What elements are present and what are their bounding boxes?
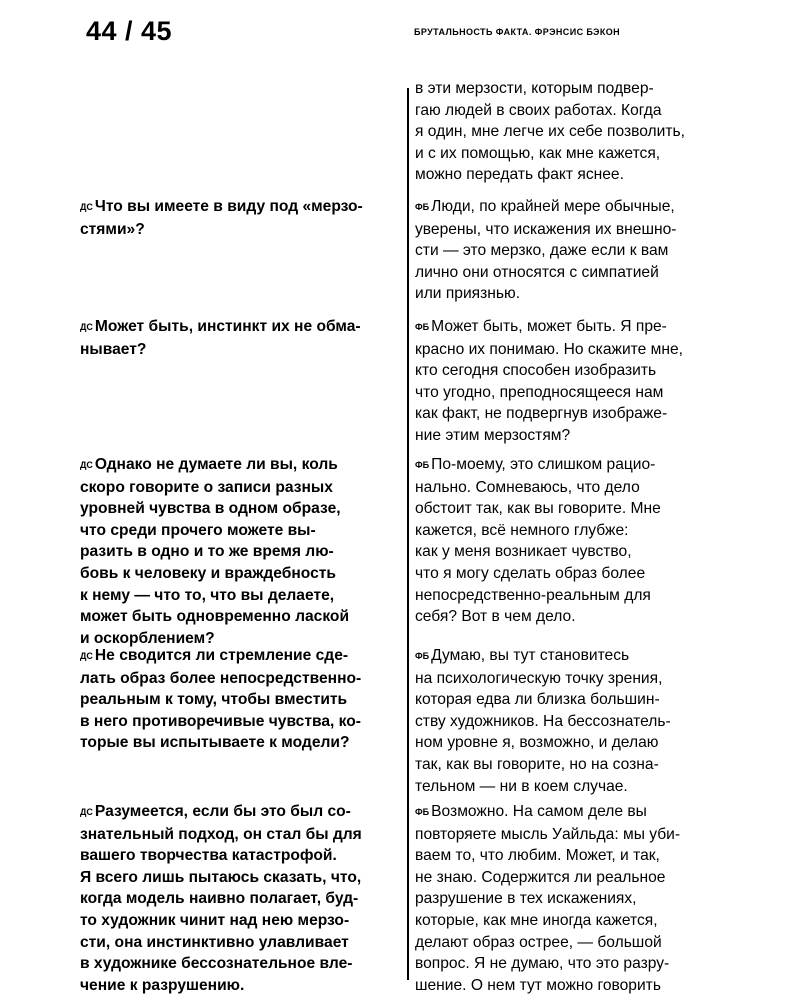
answer-2 [415,316,683,447]
question-text: Не сводится ли стремление сде- лать образ более непосредственно- реальным к тому, чтобы вместить в него противоречивые чувства, ко- торые вы испытываете к модели? [80,647,362,752]
speaker-tag-fb: ФБ [415,807,430,817]
column-divider [407,88,409,980]
question-text: Разумеется, если бы это был со- знательный подход, он стал бы для вашего творчества катастрофой. Я всего лишь пытаюсь сказать, что, когда модель наивно полагает, буд- то художник чинит над нею мерзо- сти, она инстинктивно улавливает в художнике бессознательное вле- чение к разрушению. [80,803,362,994]
answer-text: Думаю, вы тут становитесь на психологическую точку зрения, которая едва ли близка большин- ству художников. На бессознатель- ном уровне я, возможно, и делаю так, как вы говорите, но на созна- тельном — ни в коем случае. [415,647,671,795]
speaker-tag-fb: ФБ [415,651,430,661]
answer-3 [415,454,661,628]
answer-4 [415,645,671,797]
question-text: Что вы имеете в виду под «мерзо- стями»? [80,198,363,238]
question-text: Может быть, инстинкт их не обма- нывает? [80,318,361,358]
speaker-tag-ds: ДС [80,202,93,212]
answer-text: Возможно. На самом деле вы повторяете мысль Уайльда: мы уби- ваем то, что любим. Может, и так, не знаю. Содержится ли реальное разрушение в тех искажениях, которые, как мне иногда кажется, делают образ острее, — большой вопрос. Я не думаю, что это разру- шение. О нем тут можно говорить [415,803,681,994]
question-5 [80,801,362,996]
speaker-tag-ds: ДС [80,651,93,661]
answer-1 [415,196,676,305]
speaker-tag-ds: ДС [80,460,93,470]
speaker-tag-fb: ФБ [415,322,430,332]
question-text: Однако не думаете ли вы, коль скоро говорите о записи разных уровней чувства в одном образе, что среди прочего можете вы- разить в одно и то же время лю- бовь к человеку и враждебность к нему — что то, что вы делаете, может быть одновременно лаской и оскорблением? [80,456,350,647]
speaker-tag-ds: ДС [80,807,93,817]
running-head: БРУТАЛЬНОСТЬ ФАКТА. ФРЭНСИС БЭКОН [414,27,621,37]
answer-5 [415,801,680,996]
question-3 [80,454,349,649]
answer-text: По-моему, это слишком рацио- нально. Сомневаюсь, что дело обстоит так, как вы говорите. Мне кажется, всё немного глубже: как у меня возникает чувство, что я могу сделать образ более непосредственно-реальным для себя? Вот в чем дело. [415,456,661,626]
speaker-tag-fb: ФБ [415,460,430,470]
question-1 [80,196,363,240]
answer-text: в эти мерзости, которым подвер- гаю людей в своих работах. Когда я один, мне легче их себе позволить, и с их помощью, как мне кажется, можно передать факт яснее. [415,80,685,184]
speaker-tag-ds: ДС [80,322,93,332]
answer-text: Может быть, может быть. Я пре- красно их понимаю. Но скажите мне, кто сегодня способен изобразить что угодно, преподносящееся нам как факт, не подвергнув изображе- ние этим мерзостям? [415,318,683,444]
question-4 [80,645,361,754]
page-number: 44 / 45 [86,16,173,46]
answer-continuation [415,78,685,186]
question-2 [80,316,361,360]
speaker-tag-fb: ФБ [415,202,430,212]
answer-text: Люди, по крайней мере обычные, уверены, что искажения их внешно- сти — это мерзко, даже если к вам лично они относятся с симпатией или приязнью. [415,198,677,303]
